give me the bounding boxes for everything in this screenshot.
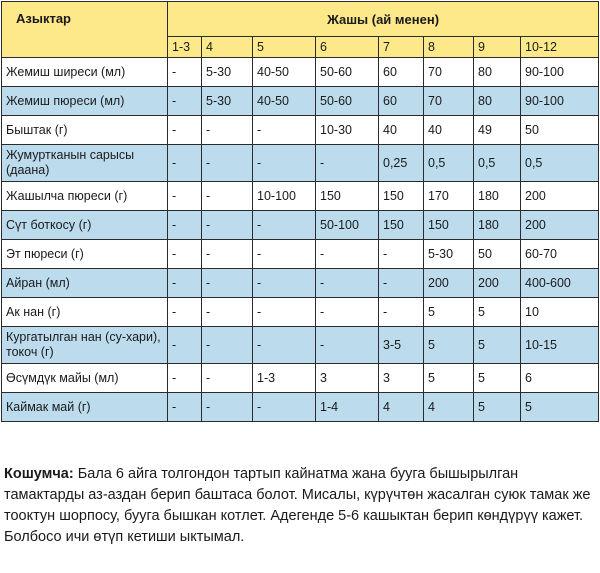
amount-cell: -: [202, 145, 253, 182]
amount-cell: -: [168, 393, 202, 422]
amount-cell: 80: [474, 87, 521, 116]
amount-cell: -: [316, 145, 379, 182]
age-col-header: 9: [474, 37, 521, 58]
amount-cell: 200: [424, 269, 474, 298]
amount-cell: 70: [424, 58, 474, 87]
amount-cell: -: [202, 182, 253, 211]
product-name-cell: Өсүмдүк майы (мл): [2, 364, 168, 393]
amount-cell: -: [202, 240, 253, 269]
amount-cell: -: [253, 145, 316, 182]
amount-cell: 50-60: [316, 87, 379, 116]
table-row: [2, 116, 599, 145]
amount-cell: 5: [424, 298, 474, 327]
amount-cell: -: [168, 182, 202, 211]
amount-cell: 40-50: [253, 87, 316, 116]
amount-cell: 0,5: [474, 145, 521, 182]
note-label: Кошумча:: [4, 466, 74, 482]
amount-cell: 170: [424, 182, 474, 211]
amount-cell: 180: [474, 211, 521, 240]
amount-cell: -: [168, 364, 202, 393]
amount-cell: 150: [379, 182, 424, 211]
amount-cell: 150: [424, 211, 474, 240]
amount-cell: -: [168, 327, 202, 364]
amount-cell: 200: [521, 182, 599, 211]
amount-cell: -: [202, 298, 253, 327]
amount-cell: 5: [424, 327, 474, 364]
table-row: [2, 393, 599, 422]
table-row: [2, 269, 599, 298]
feeding-table: [1, 1, 599, 422]
amount-cell: 200: [474, 269, 521, 298]
amount-cell: -: [253, 298, 316, 327]
product-name-cell: Жемиш пюреси (мл): [2, 87, 168, 116]
amount-cell: 3-5: [379, 327, 424, 364]
product-name-cell: Жумуртканын сарысы (даана): [2, 145, 168, 182]
table-row: [2, 87, 599, 116]
amount-cell: 6: [521, 364, 599, 393]
amount-cell: 60-70: [521, 240, 599, 269]
age-col-header: 10-12: [521, 37, 599, 58]
table-row: [2, 182, 599, 211]
age-col-header: 7: [379, 37, 424, 58]
amount-cell: -: [253, 269, 316, 298]
amount-cell: 1-4: [316, 393, 379, 422]
amount-cell: -: [316, 269, 379, 298]
amount-cell: -: [253, 211, 316, 240]
amount-cell: 49: [474, 116, 521, 145]
product-name-cell: Айран (мл): [2, 269, 168, 298]
amount-cell: 400-600: [521, 269, 599, 298]
table-row: [2, 211, 599, 240]
amount-cell: 10-15: [521, 327, 599, 364]
amount-cell: -: [168, 116, 202, 145]
amount-cell: 50-100: [316, 211, 379, 240]
products-header: Азыктар: [2, 2, 168, 58]
amount-cell: -: [253, 327, 316, 364]
amount-cell: 4: [379, 393, 424, 422]
age-col-header: 6: [316, 37, 379, 58]
age-header: Жашы (ай менен): [168, 2, 599, 37]
amount-cell: 50: [521, 116, 599, 145]
amount-cell: -: [168, 145, 202, 182]
amount-cell: 5-30: [202, 58, 253, 87]
amount-cell: 5: [474, 327, 521, 364]
amount-cell: -: [202, 364, 253, 393]
amount-cell: 60: [379, 87, 424, 116]
product-name-cell: Ак нан (г): [2, 298, 168, 327]
amount-cell: 200: [521, 211, 599, 240]
amount-cell: 50-60: [316, 58, 379, 87]
amount-cell: -: [379, 240, 424, 269]
amount-cell: 3: [316, 364, 379, 393]
amount-cell: -: [168, 211, 202, 240]
header-row: [2, 2, 599, 37]
amount-cell: 10: [521, 298, 599, 327]
amount-cell: -: [316, 298, 379, 327]
product-name-cell: Быштак (г): [2, 116, 168, 145]
table-row: [2, 364, 599, 393]
amount-cell: -: [168, 240, 202, 269]
amount-cell: 40-50: [253, 58, 316, 87]
amount-cell: 150: [379, 211, 424, 240]
amount-cell: -: [168, 87, 202, 116]
amount-cell: 150: [316, 182, 379, 211]
amount-cell: 10-30: [316, 116, 379, 145]
amount-cell: 180: [474, 182, 521, 211]
table-row: [2, 240, 599, 269]
product-name-cell: Жашылча пюреси (г): [2, 182, 168, 211]
amount-cell: 4: [424, 393, 474, 422]
amount-cell: -: [202, 269, 253, 298]
amount-cell: 0,5: [521, 145, 599, 182]
table-row: [2, 145, 599, 182]
amount-cell: 50: [474, 240, 521, 269]
amount-cell: -: [253, 116, 316, 145]
age-col-header: 4: [202, 37, 253, 58]
note-text: Бала 6 айга толгондон тартып кайнатма жана бууга бышырылган тамактарды аз-аздан берип баштаса болот. Мисалы, күрүчтөн жасалган суюк тамак же тооктун шорпосу, бууга бышкан котлет. Адегенде 5-6 кашыктан берип көндүрүү кажет. Болбосо ичи өтүп кетиши ыктымал.: [4, 466, 591, 545]
product-name-cell: Сүт боткосу (г): [2, 211, 168, 240]
amount-cell: -: [202, 116, 253, 145]
amount-cell: 40: [424, 116, 474, 145]
amount-cell: 60: [379, 58, 424, 87]
amount-cell: 70: [424, 87, 474, 116]
age-col-header: 1-3: [168, 37, 202, 58]
product-name-cell: Жемиш ширеси (мл): [2, 58, 168, 87]
amount-cell: 90-100: [521, 58, 599, 87]
amount-cell: 40: [379, 116, 424, 145]
amount-cell: 1-3: [253, 364, 316, 393]
amount-cell: -: [379, 269, 424, 298]
amount-cell: -: [253, 393, 316, 422]
product-name-cell: Кургатылган нан (су-хари), токоч (г): [2, 327, 168, 364]
amount-cell: 3: [379, 364, 424, 393]
age-col-header: 5: [253, 37, 316, 58]
amount-cell: 0,5: [424, 145, 474, 182]
amount-cell: 5: [424, 364, 474, 393]
amount-cell: 5: [474, 393, 521, 422]
amount-cell: -: [168, 269, 202, 298]
table-row: [2, 298, 599, 327]
amount-cell: -: [202, 211, 253, 240]
amount-cell: 0,25: [379, 145, 424, 182]
amount-cell: -: [316, 327, 379, 364]
table-row: [2, 327, 599, 364]
amount-cell: 5: [474, 364, 521, 393]
amount-cell: 5-30: [202, 87, 253, 116]
note-paragraph: [4, 464, 596, 548]
amount-cell: -: [253, 240, 316, 269]
amount-cell: 5: [521, 393, 599, 422]
amount-cell: -: [379, 298, 424, 327]
amount-cell: -: [168, 298, 202, 327]
amount-cell: -: [202, 393, 253, 422]
product-name-cell: Эт пюреси (г): [2, 240, 168, 269]
product-name-cell: Каймак май (г): [2, 393, 168, 422]
amount-cell: 90-100: [521, 87, 599, 116]
table-row: [2, 58, 599, 87]
amount-cell: 5-30: [424, 240, 474, 269]
amount-cell: -: [316, 240, 379, 269]
amount-cell: -: [168, 58, 202, 87]
amount-cell: -: [202, 327, 253, 364]
amount-cell: 80: [474, 58, 521, 87]
amount-cell: 10-100: [253, 182, 316, 211]
age-col-header: 8: [424, 37, 474, 58]
amount-cell: 5: [474, 298, 521, 327]
